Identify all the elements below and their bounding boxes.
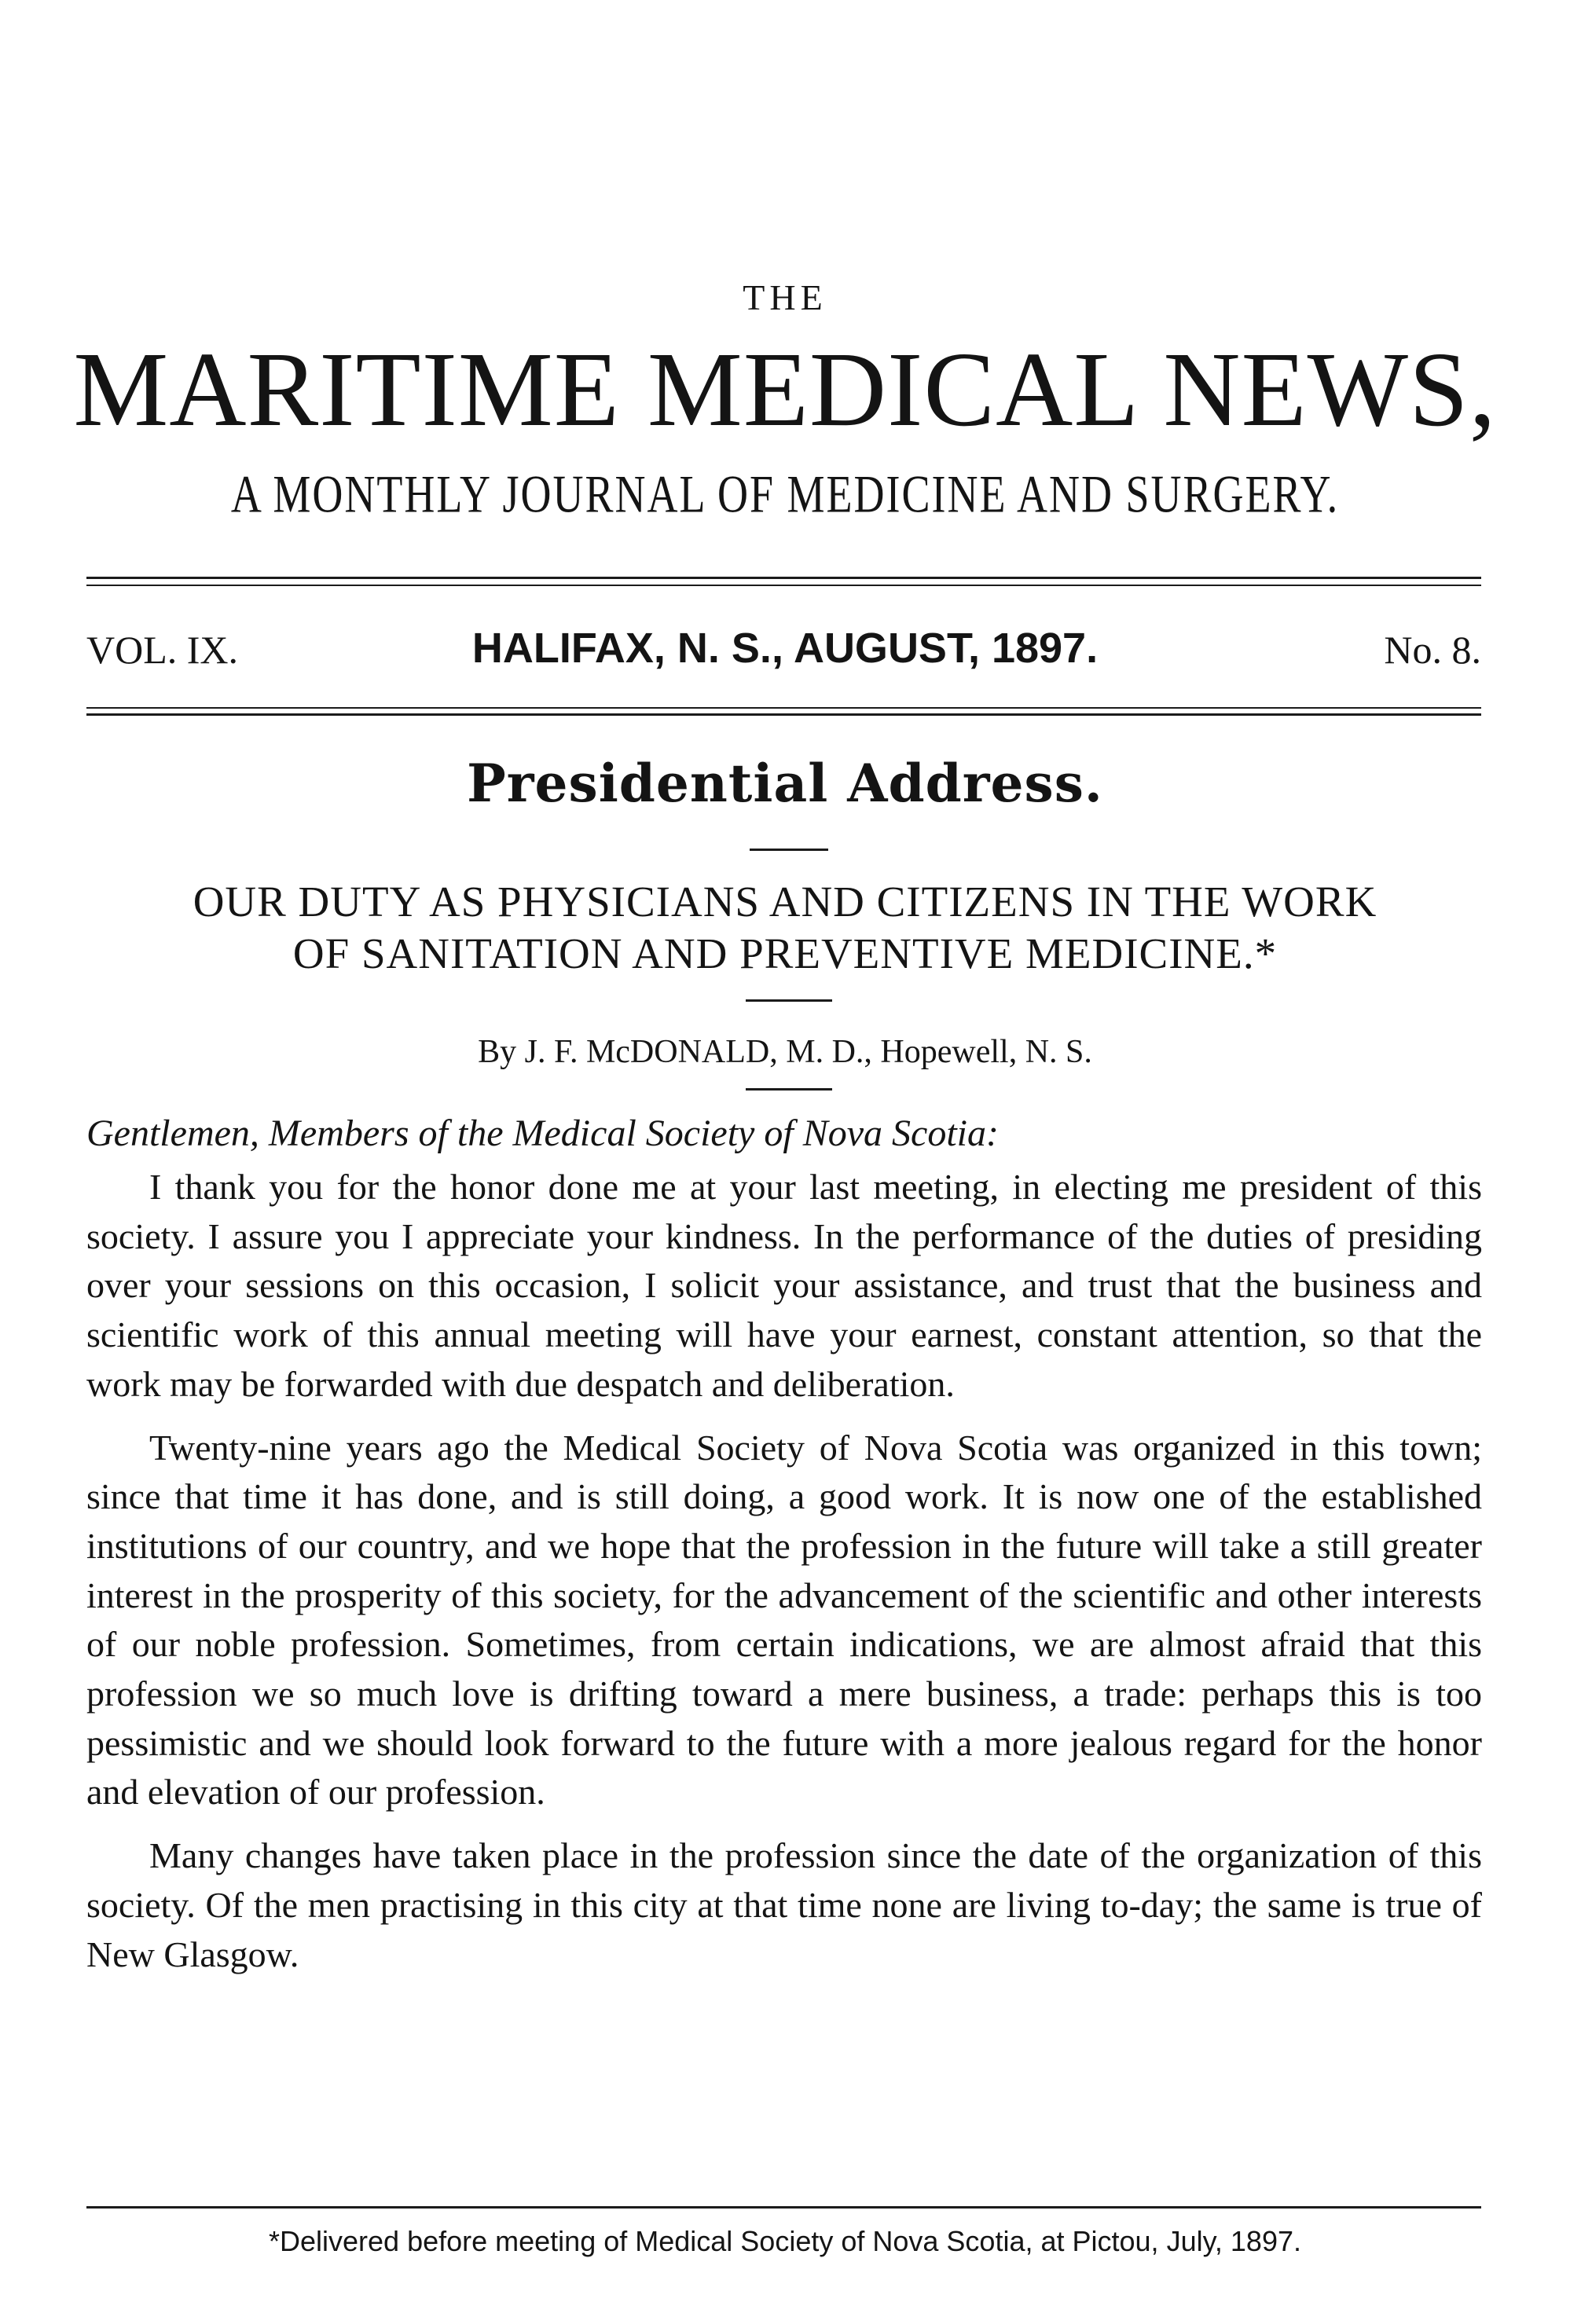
byline-divider: [746, 1088, 832, 1091]
header-rule-top-thin: [86, 585, 1481, 586]
article-body: [86, 1163, 1482, 1979]
paragraph: I thank you for the honor done me at your last meeting, in electing me president of this society. I assure you I appreciate your kindness. In the performance of the duties of presiding over your sessions on this occasion, I solicit your assistance, and trust that the business and scientific work of this annual meeting will have your earnest, constant attention, so that the work may be forwarded with due despatch and deliberation.: [86, 1167, 1482, 1404]
header-rule-bottom: [86, 713, 1481, 716]
salutation: Gentlemen, Members of the Medical Society of Nova Scotia:: [86, 1113, 999, 1154]
byline: By J. F. McDONALD, M. D., Hopewell, N. S.: [478, 1034, 1092, 1070]
article-title-line-1: OUR DUTY AS PHYSICIANS AND CITIZENS IN THE WORK: [193, 878, 1377, 926]
header-rule-top: [86, 577, 1481, 579]
issue-number: No. 8.: [1384, 628, 1481, 672]
header-rule-bottom-thin: [86, 707, 1481, 709]
journal-title: MARITIME MEDICAL NEWS,: [73, 331, 1497, 449]
dateline: HALIFAX, N. S., AUGUST, 1897.: [471, 625, 1099, 672]
paragraph: Twenty-nine years ago the Medical Society of Nova Scotia was organized in this town; since that time it has done, and is still doing, a good work. It is now one of the established institutions of our country, and we hope that the profession in the future will take a still greater interest in the prosperity of this society, for the advancement of the scientific and other interests of our noble profession. Sometimes, from certain indications, we are almost afraid that this profession we so much love is drifting toward a mere business, a trade: perhaps this is too pessimistic and we should look forward to the future with a more jealous regard for the honor and elevation of our profession.: [86, 1427, 1482, 1813]
article-title: [0, 876, 1570, 980]
paragraph: Many changes have taken place in the profession since the date of the organization of this society. Of the men practising in this city at that time none are living to-day; the same is true of New Glasgow.: [86, 1835, 1482, 1974]
footnote-rule: [86, 2206, 1481, 2209]
masthead-the: THE: [743, 277, 827, 317]
journal-subtitle: A MONTHLY JOURNAL OF MEDICINE AND SURGERY.: [230, 464, 1340, 524]
volume-label: VOL. IX.: [86, 628, 239, 672]
section-heading: Presidential Address.: [467, 753, 1103, 814]
section-divider: [750, 849, 828, 851]
article-title-line-2: OF SANITATION AND PREVENTIVE MEDICINE.*: [292, 929, 1278, 977]
footnote: *Delivered before meeting of Medical Society of Nova Scotia, at Pictou, July, 1897.: [268, 2225, 1302, 2257]
title-divider: [746, 999, 832, 1002]
